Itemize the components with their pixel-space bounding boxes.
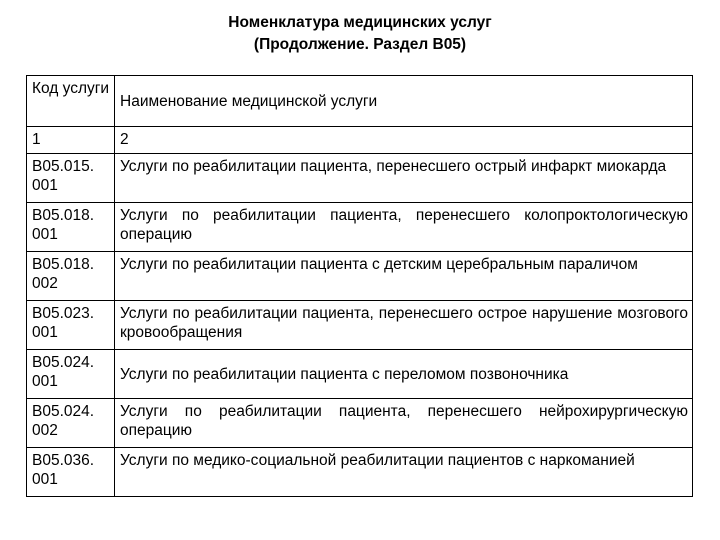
table-row [27,252,693,301]
title-line-1: Номенклатура медицинских услуг [228,14,492,31]
service-code-cell: В05.018. 002 [27,252,115,301]
table-row [27,301,693,350]
table-row [27,448,693,497]
title-line-2: (Продолжение. Раздел В05) [253,36,467,53]
service-name-cell: Услуги по реабилитации пациента, перенесшего острый инфаркт миокарда [115,154,693,203]
services-table [26,75,693,497]
service-code-cell: В05.024. 002 [27,399,115,448]
service-name-cell: Услуги по реабилитации пациента, перенесшего колопроктологическую операцию [115,203,693,252]
table-header-row [27,76,693,127]
header-code-cell: Код услуги [27,76,115,127]
service-code-cell: В05.018. 001 [27,203,115,252]
page-title [0,12,720,56]
table-row [27,350,693,399]
service-name-cell: Услуги по реабилитации пациента, перенесшего нейрохирургическую операцию [115,399,693,448]
service-code-cell: В05.036. 001 [27,448,115,497]
table-row [27,203,693,252]
column-number-row [27,127,693,154]
header-name-cell: Наименование медицинской услуги [115,76,693,127]
service-name-cell: Услуги по реабилитации пациента с детским церебральным параличом [115,252,693,301]
service-name-cell: Услуги по реабилитации пациента, перенесшего острое нарушение мозгового кровообращения [115,301,693,350]
service-code-cell: В05.023. 001 [27,301,115,350]
column-number-code: 1 [27,127,115,154]
service-code-cell: В05.024. 001 [27,350,115,399]
table-row [27,399,693,448]
service-code-cell: В05.015. 001 [27,154,115,203]
service-name-cell: Услуги по медико-социальной реабилитации пациентов с наркоманией [115,448,693,497]
service-name-cell: Услуги по реабилитации пациента с переломом позвоночника [115,350,693,399]
column-number-name: 2 [115,127,693,154]
table-row [27,154,693,203]
